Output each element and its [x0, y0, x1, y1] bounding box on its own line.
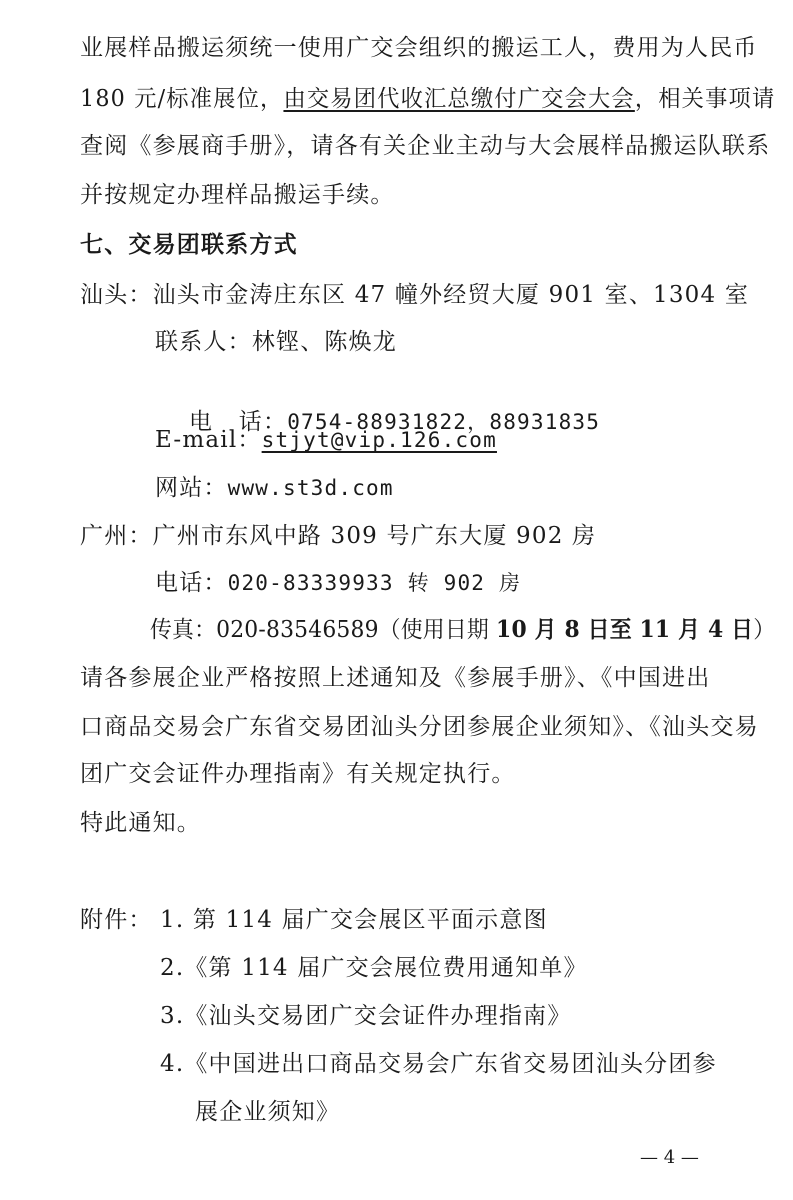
gz-phone-label: 电话： [155, 570, 228, 596]
body-line-3: 查阅《参展商手册》，请各有关企业主动与大会展样品搬运队联系 [80, 133, 771, 159]
body-line-4: 并按规定办理样品搬运手续。 [80, 182, 395, 208]
closing-line-3: 团广交会证件办理指南》有关规定执行。 [80, 761, 516, 787]
website-link[interactable]: www.st3d.com [227, 476, 394, 500]
fee-text: 180 元/标准展位， [80, 86, 284, 112]
guangzhou-fax-line [150, 615, 775, 645]
underlined-payment-text: 由交易团代收汇总缴付广交会大会 [283, 86, 635, 112]
body-line-1: 业展样品搬运须统一使用广交会组织的搬运工人，费用为人民币 [80, 35, 758, 61]
shantou-contact-line [155, 327, 397, 357]
attachment-item-4: 4.《中国进出口商品交易会广东省交易团汕头分团参 [160, 1051, 717, 1077]
shantou-email-line [155, 425, 497, 455]
closing-line-1: 请各参展企业严格按照上述通知及《参展手册》、《中国进出 [80, 665, 711, 691]
contact-label: 联系人： [155, 329, 252, 355]
attachment-item-1: 1. 第 114 届广交会展区平面示意图 [160, 907, 548, 933]
guangzhou-address-line [80, 521, 596, 551]
phone-label: 电 话： [189, 409, 288, 435]
contact-names: 林铿、陈焕龙 [251, 329, 398, 355]
guangzhou-address: 广州市东风中路 309 号广东大厦 902 房 [152, 523, 597, 549]
guangzhou-phone-line [155, 568, 521, 598]
section-heading: 七、交易团联系方式 [80, 231, 298, 258]
body-line-2 [80, 84, 775, 114]
fax-period: 10 月 8 日至 11 月 4 日 [496, 616, 754, 643]
page-number: — 4 — [640, 1147, 699, 1168]
shantou-address: 汕头市金涛庄东区 47 幢外经贸大厦 901 室、1304 室 [152, 282, 750, 308]
attachments-label: 附件： [80, 907, 153, 933]
attachment-item-3: 3.《汕头交易团广交会证件办理指南》 [160, 1003, 572, 1029]
shantou-label: 汕头： [80, 282, 153, 308]
shantou-address-line [80, 280, 749, 310]
notice-line: 特此通知。 [80, 810, 201, 836]
email-link[interactable]: stjyt@vip.126.com [261, 428, 497, 452]
fax-label: 传真： [150, 617, 217, 643]
gz-phone-number: 020-83339933 转 902 房 [227, 571, 522, 595]
website-label: 网站： [155, 475, 228, 501]
phone-number: 0754-88931822，88931835 [287, 410, 601, 434]
guangzhou-label: 广州： [80, 523, 153, 549]
attachment-item-2: 2.《第 114 届广交会展位费用通知单》 [160, 955, 588, 981]
email-label: E-mail： [155, 427, 262, 453]
fax-close: ） [753, 617, 776, 643]
fax-number: 020-83546589（使用日期 [216, 617, 497, 643]
fee-text-tail: ，相关事项请 [634, 86, 776, 112]
attachment-item-4-continued: 展企业须知》 [195, 1099, 341, 1125]
closing-line-2: 口商品交易会广东省交易团汕头分团参展企业须知》、《汕头交易 [80, 714, 759, 740]
shantou-website-line [155, 473, 394, 503]
